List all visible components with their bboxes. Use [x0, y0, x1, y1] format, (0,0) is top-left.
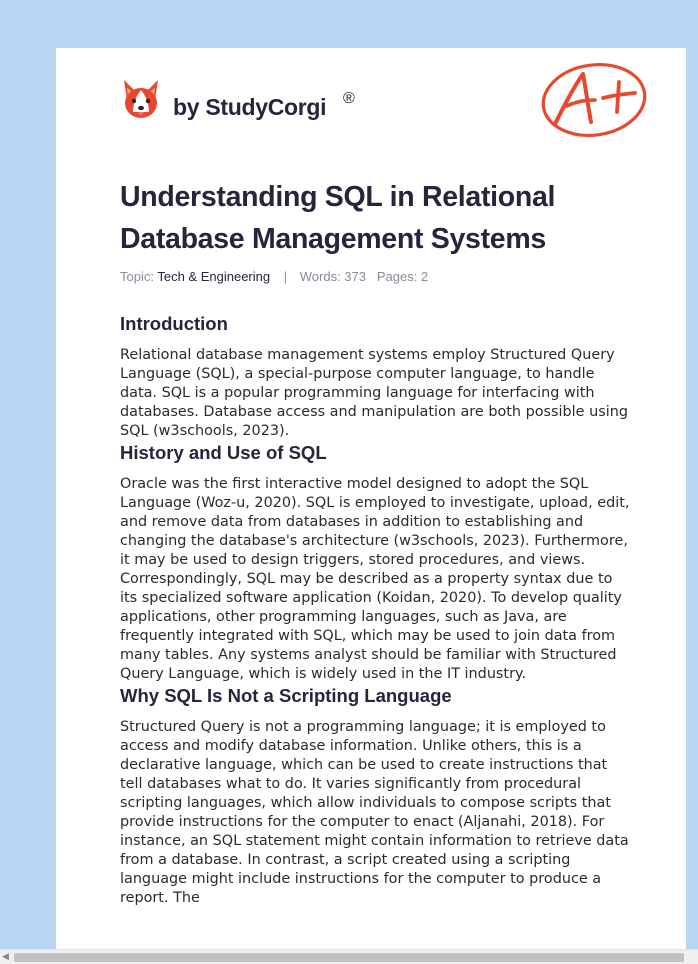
brand-name: by StudyCorgi	[173, 93, 327, 120]
meta-separator: |	[283, 269, 288, 284]
grade-a-plus-badge	[539, 60, 649, 140]
section-body-scripting: Structured Query is not a programming language; it is employed to access and modify database information. Unlike others, this is a declarative language, which can be used to create instructions that tell databases what to do. It varies significantly from procedural scripting languages, which allow individuals to compose scripts that provide instructions for the computer to enact (Aljanahi, 2018). For instance, an SQL statement might contain information to retrieve data from a database. In contrast, a script created using a scripting language might include instructions for the computer to produce a report. The	[120, 719, 629, 906]
section-heading-scripting: Why SQL Is Not a Scripting Language	[120, 685, 452, 706]
document-title: Understanding SQL in Relational Database Management Systems	[120, 181, 556, 255]
page-count: Pages: 2	[376, 269, 429, 284]
scroll-left-arrow-icon[interactable]: ◀	[2, 952, 9, 962]
registered-mark: ®	[343, 90, 355, 107]
topic-link[interactable]: Tech & Engineering	[157, 269, 271, 284]
document-meta	[120, 269, 428, 284]
section-body-introduction: Relational database management systems employ Structured Query Language (SQL), a special-purpose computer language, to handle data. SQL is a popular programming language for interfacing with databases. Database access and manipulation are both possible using SQL (w3schools, 2023).	[120, 347, 628, 439]
topic-label: Topic:	[120, 269, 154, 284]
brand-logo[interactable]	[121, 76, 355, 124]
document-body	[120, 312, 632, 908]
section-heading-history: History and Use of SQL	[120, 442, 327, 463]
word-count: Words: 373	[299, 269, 366, 284]
section-body-history: Oracle was the first interactive model designed to adopt the SQL Language (Woz-u, 2020). SQL is employed to investigate, upload, edit, and remove data from databases in addition to establishing and changing the database's architecture (w3schools, 2023). Furthermore, it may be used to design triggers, stored procedures, and views. Correspondingly, SQL may be described as a property syntax due to its specialized software application (Koidan, 2020). To develop quality applications, other programming languages, such as Java, are frequently integrated with SQL, which may be used to join data from many tables. Any systems analyst should be familiar with Structured Query Language, which is widely used in the IT industry.	[120, 476, 630, 682]
document-page	[56, 48, 686, 964]
scrollbar-thumb[interactable]	[14, 953, 684, 962]
horizontal-scrollbar[interactable]	[0, 949, 698, 964]
section-heading-introduction: Introduction	[120, 313, 228, 334]
corgi-logo-icon	[121, 78, 161, 122]
